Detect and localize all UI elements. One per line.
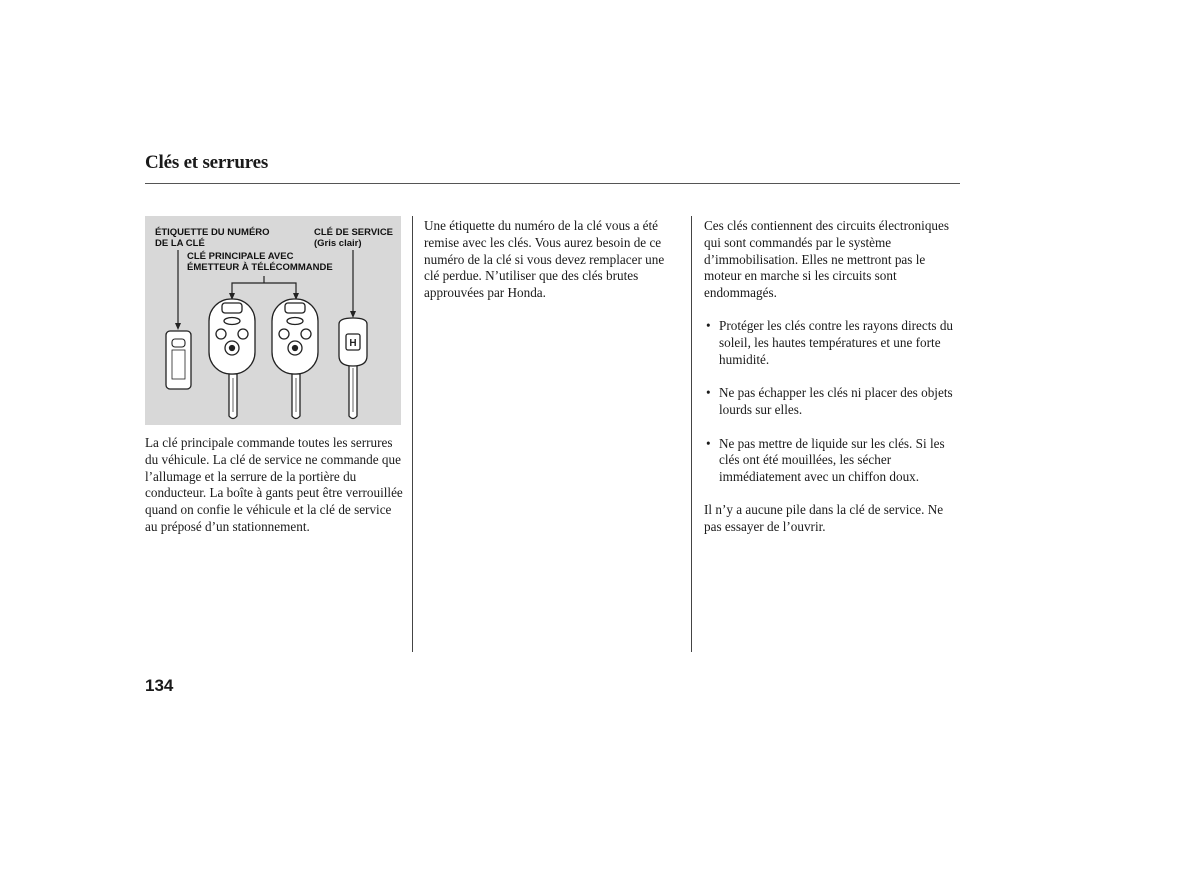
immobilizer-description: Ces clés contiennent des circuits électroniques qui sont commandés par le système d’immobilisation. Elles ne mettront pas le moteur en marche si les circuits sont endommagés. [704,218,949,301]
bullet-icon: • [706,318,711,333]
keys-drawing [145,216,401,425]
label-key-number-tag: ÉTIQUETTE DU NUMÉRO DE LA CLÉ [155,227,270,249]
column-divider-1 [412,216,413,652]
label-valet-key: CLÉ DE SERVICE (Gris clair) [314,227,394,249]
title-divider [145,183,960,184]
list-item: • Protéger les clés contre les rayons directs du soleil, les hautes températures et une forte humidité. [706,318,954,367]
master-key-1 [209,299,255,419]
master-key-description: La clé principale commande toutes les serrures du véhicule. La clé de service ne commande que l’allumage et la serrure de la portière du conducteur. La boîte à gants peut être verrouillée quand on confie le véhicule et la clé de service au préposé d’un stationnement. [145,435,403,534]
column-divider-2 [691,216,692,652]
battery-note: Il n’y a aucune pile dans la clé de service. Ne pas essayer de l’ouvrir. [704,502,944,534]
list-item: • Ne pas mettre de liquide sur les clés. Si les clés ont été mouillées, les sécher immédiatement avec un chiffon doux. [706,435,945,485]
key-care-list [704,318,962,503]
col2-paragraph [424,218,682,302]
col3-intro [704,218,962,302]
col3-outro [704,502,962,536]
label-master-key: CLÉ PRINCIPALE AVEC ÉMETTEUR À TÉLÉCOMMANDE [187,251,333,273]
valet-key [339,318,367,419]
section-title: Clés et serrures [145,152,269,173]
col1-paragraph [145,435,405,536]
bullet-icon: • [706,385,711,401]
page-number: 134 [145,676,174,695]
bullet-icon: • [706,435,711,451]
master-key-2 [272,299,318,419]
key-number-description: Une étiquette du numéro de la clé vous a été remise avec les clés. Vous aurez besoin de ce numéro de la clé si vous devez remplacer une clé perdue. N’utiliser que des clés brutes approuvées par Honda. [424,218,665,301]
keys-illustration [145,216,401,425]
key-number-tag-shape [166,331,191,389]
list-item: • Ne pas échapper les clés ni placer des objets lourds sur elles. [706,385,953,417]
svg-text:H: H [349,338,357,349]
